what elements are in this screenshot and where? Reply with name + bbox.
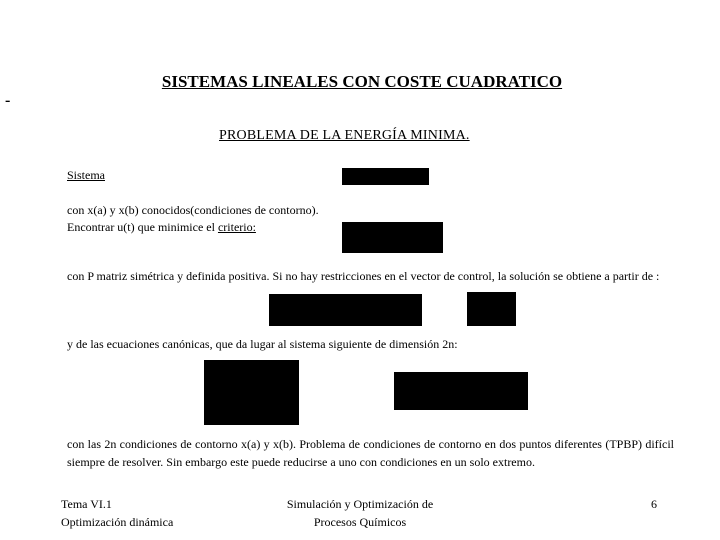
optimality-equation-block-1	[269, 294, 422, 326]
footer-course: Optimización dinámica	[61, 515, 174, 529]
sistema-label: Sistema	[67, 168, 105, 182]
page-number: 6	[651, 497, 657, 511]
encontrar-line	[67, 218, 256, 236]
conocidos-line: con x(a) y x(b) conocidos(condiciones de contorno).	[67, 203, 319, 217]
hamiltonian-matrix-block	[394, 372, 528, 410]
system-equation-block	[342, 168, 429, 185]
paragraph-p-matrix: con P matriz simétrica y definida positiva. Si no hay restricciones en el vector de control, la solución se obtiene a partir de :	[67, 269, 660, 283]
footer-left	[61, 495, 173, 531]
footer-subject-line2: Procesos Químicos	[313, 515, 407, 529]
paragraph-canonical: y de las ecuaciones canónicas, que da lugar al sistema siguiente de dimensión 2n:	[67, 337, 458, 351]
footer-subject-line1: Simulación y Optimización de	[286, 497, 434, 511]
encontrar-text: Encontrar u(t) que minimice el	[67, 220, 218, 234]
criterio-word: criterio:	[217, 220, 256, 234]
section-subtitle: PROBLEMA DE LA ENERGÍA MINIMA.	[219, 128, 470, 143]
slide-title: SISTEMAS LINEALES CON COSTE CUADRATICO	[161, 72, 563, 91]
footer-topic: Tema VI.1	[61, 497, 112, 511]
margin-marker: -	[5, 92, 11, 109]
paragraph-tpbp: con las 2n condiciones de contorno x(a) y x(b). Problema de condiciones de contorno en dos puntos diferentes (TPBP) difícil siempre de resolver. Sin embargo este puede reducirse a uno con condiciones en un solo extremo.	[67, 437, 674, 469]
footer-center	[240, 495, 480, 531]
criterion-equation-block	[342, 222, 443, 253]
canonical-system-block	[204, 360, 299, 425]
optimality-equation-block-2	[467, 292, 516, 326]
